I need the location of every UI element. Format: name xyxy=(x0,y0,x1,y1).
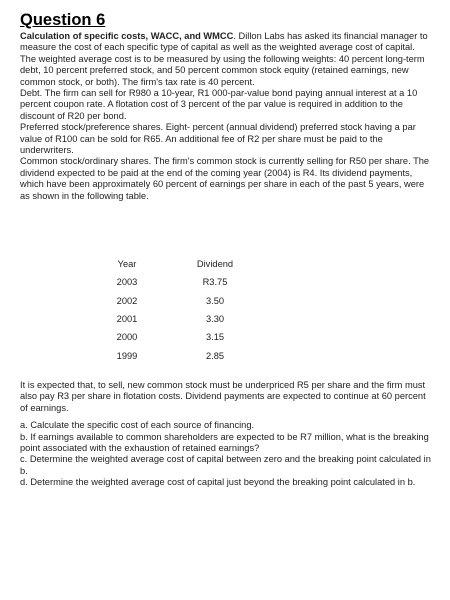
dividend-cell: 3.50 xyxy=(205,295,225,306)
dividend-cell: 3.30 xyxy=(205,314,225,325)
year-cell: 2000 xyxy=(116,332,138,343)
table-header-row xyxy=(98,255,274,273)
flotation-paragraph: It is expected that, to sell, new common stock must be underpriced R5 per share and the firm must also pay R3 per share in flotation costs. Dividend payments are expected to continue at 60 percent of earnings. xyxy=(20,380,426,413)
intro-heading: Calculation of specific costs, WACC, and WMCC xyxy=(20,31,234,41)
question-c: c. Determine the weighted average cost of capital between zero and the breaking point calculated in b. xyxy=(20,454,431,476)
dividend-cell: 3.15 xyxy=(205,332,225,343)
intro-text: . Dillon Labs has asked its financial manager to measure the cost of each specific type of capital as well as the weighted average cost of capital. The weighted average cost is to be measured by using the following weights: 40 percent long-term debt, 10 percent preferred stock, and 50 percent common stock equity (retained earnings, new common stock, or both). The firm's tax rate is 40 percent. xyxy=(20,31,428,87)
dividend-table xyxy=(98,255,274,365)
preferred-paragraph: Preferred stock/preference shares. Eight- percent (annual dividend) preferred stock having a par value of R100 can be sold for R65. An additional fee of R2 per share must be paid to the underwriters. xyxy=(20,122,416,156)
column-header-year: Year xyxy=(117,259,137,270)
dividend-cell: 2.85 xyxy=(205,350,225,361)
common-paragraph: Common stock/ordinary shares. The firm's common stock is currently selling for R50 per share. The dividend expected to be paid at the end of the coming year (2004) is R4. Its dividend payments, which have been approximately 60 percent of earnings per share in each of the past 5 years, were as shown in the following table. xyxy=(20,156,430,201)
table-row xyxy=(98,310,274,328)
year-cell: 2001 xyxy=(116,314,138,325)
problem-statement xyxy=(20,31,432,202)
year-cell: 2002 xyxy=(116,295,138,306)
table-row xyxy=(98,273,274,291)
question-a: a. Calculate the specific cost of each source of financing. xyxy=(20,420,255,431)
column-header-dividend: Dividend xyxy=(196,259,234,270)
table-row xyxy=(98,292,274,310)
table-row xyxy=(98,346,274,364)
question-d: d. Determine the weighted average cost of capital just beyond the breaking point calculated in b. xyxy=(20,477,416,488)
year-cell: 2003 xyxy=(116,277,138,288)
document-page xyxy=(20,10,432,202)
intro-paragraph xyxy=(20,31,432,88)
year-cell: 1999 xyxy=(116,350,138,361)
table-row xyxy=(98,328,274,346)
dividend-cell: R3.75 xyxy=(202,277,228,288)
post-table-text xyxy=(20,380,432,489)
debt-paragraph: Debt. The firm can sell for R980 a 10-year, R1 000-par-value bond paying annual interest at a 10 percent coupon rate. A flotation cost of 3 percent of the par value is required in addition to the discount of R20 per bond. xyxy=(20,88,418,121)
question-b: b. If earnings available to common shareholders are expected to be R7 million, what is the breaking point associated with the exhaustion of retained earnings? xyxy=(20,431,429,454)
page-title: Question 6 xyxy=(20,11,106,29)
